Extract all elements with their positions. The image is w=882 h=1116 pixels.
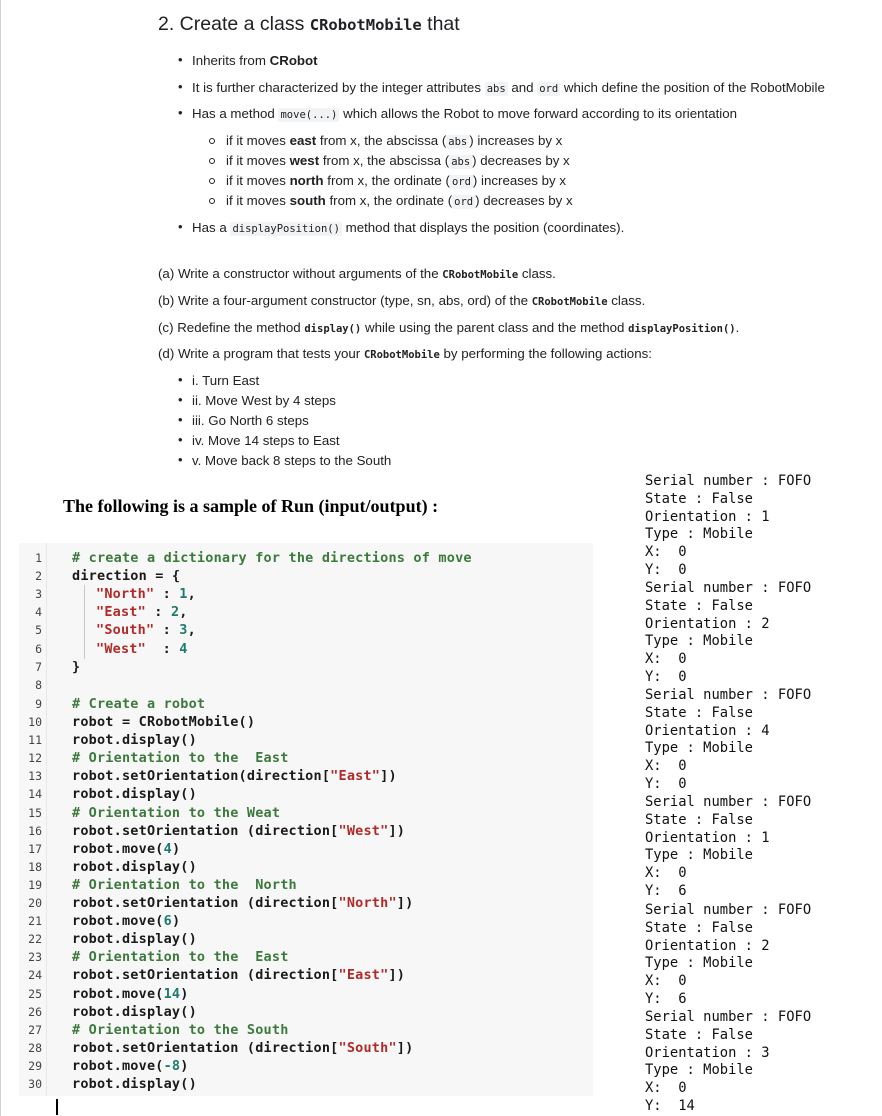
line-number: 14 [28, 787, 42, 801]
title-prefix: 2. Create a class [158, 13, 305, 35]
code-line [72, 1040, 413, 1056]
q-mid: while using the parent class and the method [364, 320, 625, 335]
code-text: ]) [388, 823, 406, 839]
line-number: 7 [35, 660, 42, 674]
dir-post: ) increases by x [472, 173, 567, 188]
code-text: robot.setOrientation (direction[ [72, 967, 339, 983]
number-literal: 3 [179, 622, 188, 638]
number-literal: 14 [163, 986, 181, 1002]
sub-bullet-north [226, 173, 566, 188]
dir-pre: if it moves [226, 193, 286, 208]
code-line [72, 986, 189, 1002]
code-text: robot.move( [72, 1058, 164, 1074]
action-item: • iv. Move 14 steps to East [192, 433, 340, 448]
code-line: direction = { [72, 568, 181, 584]
code-line: robot = CRobotMobile() [72, 714, 256, 730]
q-suffix: class. [521, 266, 556, 281]
line-number: 28 [28, 1041, 42, 1055]
move-text: Has a method [192, 106, 275, 121]
q-code: displayPosition() [628, 323, 736, 335]
question-a [158, 266, 556, 281]
line-number: 8 [35, 678, 42, 692]
action-item: • iii. Go North 6 steps [192, 413, 309, 428]
dir-post: ) increases by x [469, 133, 563, 148]
dir-mid: from x, the abscissa ( [322, 153, 450, 168]
code-line: # Create a robot [72, 696, 206, 712]
code-line [72, 895, 413, 911]
text-cursor [56, 1099, 58, 1115]
bullet-move [192, 106, 737, 121]
q-suffix: by performing the following actions: [443, 346, 652, 361]
line-number: 12 [28, 751, 42, 765]
output-block: Serial number : FOFO State : False Orientation : 3 Type : Mobile X: 0 Y: 14 [645, 1009, 812, 1114]
code-line: # Orientation to the East [72, 750, 289, 766]
line-number: 23 [28, 950, 42, 964]
output-block: Serial number : FOFO State : False Orientation : 2 Type : Mobile X: 0 Y: 6 [645, 902, 812, 1007]
line-number: 16 [28, 824, 42, 838]
sample-run-heading: The following is a sample of Run (input/output) : [63, 496, 439, 516]
string-literal: "West" [338, 823, 389, 839]
code-line [72, 967, 405, 983]
dir-pre: if it moves [226, 153, 286, 168]
title-class-name: CRobotMobile [309, 16, 422, 34]
code-line: # Orientation to the North [72, 877, 297, 893]
code-text: robot.setOrientation (direction[ [72, 1040, 339, 1056]
dir-word: north [289, 173, 324, 188]
number-literal: 2 [170, 604, 180, 620]
dir-code: abs [448, 136, 468, 148]
number-literal: 1 [179, 586, 188, 602]
question-b [158, 293, 645, 308]
action-item: • ii. Move West by 4 steps [192, 393, 336, 408]
line-number: 10 [28, 715, 42, 729]
code-text: ) [180, 1058, 189, 1074]
code-line: # Orientation to the East [72, 949, 289, 965]
code-line: "West" : 4 [96, 641, 188, 657]
move-code: move(...) [280, 109, 338, 121]
move-suffix: which allows the Robot to move forward according to its orientation [343, 106, 738, 121]
line-number: 29 [28, 1059, 42, 1073]
code-text: ]) [396, 1040, 414, 1056]
display-text: Has a [192, 220, 227, 235]
q-text: (c) Redefine the method [158, 320, 301, 335]
attr-suffix: which define the position of the RobotMobile [563, 80, 825, 95]
line-number: 26 [28, 1005, 42, 1019]
bullet-display-position [192, 220, 624, 235]
string-literal: "North" [96, 586, 155, 602]
line-number: 18 [28, 860, 42, 874]
code-text: robot.move( [72, 841, 164, 857]
dir-pre: if it moves [226, 173, 286, 188]
number-literal: 4 [179, 641, 188, 657]
dir-code: abs [451, 156, 471, 168]
dir-code: ord [451, 176, 471, 188]
action-item: • v. Move back 8 steps to the South [192, 453, 391, 468]
line-number: 6 [35, 642, 42, 656]
display-suffix: method that displays the position (coordinates). [345, 220, 625, 235]
page-left-border [0, 0, 1, 1116]
q-suffix: class. [611, 293, 646, 308]
line-number: 9 [35, 697, 42, 711]
title-suffix: that [427, 13, 460, 35]
number-literal: 6 [163, 913, 172, 929]
number-literal: 4 [163, 841, 172, 857]
output-block: Serial number : FOFO State : False Orientation : 1 Type : Mobile X: 0 Y: 0 [645, 473, 812, 578]
code-line [72, 1058, 189, 1074]
line-number: 30 [28, 1077, 42, 1091]
code-line: robot.display() [72, 1004, 197, 1020]
sub-bullet-east [226, 133, 562, 148]
dir-post: ) decreases by x [472, 153, 570, 168]
dir-word: west [289, 153, 320, 168]
code-text: ]) [396, 895, 414, 911]
line-number: 5 [35, 623, 42, 637]
q-text: (a) Write a constructor without arguments of the [158, 266, 439, 281]
dir-mid: from x, the ordinate ( [329, 193, 453, 208]
action-item: • i. Turn East [192, 373, 259, 388]
code-line: "North" : 1, [96, 586, 196, 602]
q-text: (b) Write a four-argument constructor (type, sn, abs, ord) of the [158, 293, 529, 308]
line-number: 22 [28, 932, 42, 946]
code-text: robot.move( [72, 913, 164, 929]
line-number: 1 [35, 551, 42, 565]
string-literal: "East" [330, 768, 381, 784]
code-line [72, 913, 180, 929]
dir-pre: if it moves [226, 133, 286, 148]
q-text: (d) Write a program that tests your [158, 346, 361, 361]
string-literal: "North" [338, 895, 397, 911]
sub-bullet-south [226, 193, 573, 208]
bullet-attributes [192, 80, 825, 95]
code-text: robot.setOrientation (direction[ [72, 895, 339, 911]
code-text: robot.setOrientation (direction[ [72, 823, 339, 839]
line-number: 19 [28, 878, 42, 892]
q-code: display() [304, 323, 362, 335]
code-line: robot.display() [72, 931, 197, 947]
line-number: 4 [35, 605, 42, 619]
output-block: Serial number : FOFO State : False Orientation : 4 Type : Mobile X: 0 Y: 0 [645, 687, 812, 792]
line-number: 17 [28, 842, 42, 856]
attr-ord-code: ord [539, 83, 559, 95]
code-text: robot.move( [72, 986, 164, 1002]
string-literal: "East" [338, 967, 389, 983]
output-block: Serial number : FOFO State : False Orientation : 2 Type : Mobile X: 0 Y: 0 [645, 580, 812, 685]
display-code: displayPosition() [232, 223, 340, 235]
line-number: 24 [28, 968, 42, 982]
code-text: robot.setOrientation(direction[ [72, 768, 331, 784]
q-code: CRobotMobile [531, 296, 608, 308]
dir-word: east [289, 133, 317, 148]
code-line: # Orientation to the South [72, 1022, 289, 1038]
line-number: 15 [28, 806, 42, 820]
dir-mid: from x, the abscissa ( [319, 133, 447, 148]
code-line: "South" : 3, [96, 622, 196, 638]
code-line [72, 768, 397, 784]
code-text: ) [180, 986, 189, 1002]
string-literal: "West" [96, 641, 146, 657]
sub-bullet-west [226, 153, 570, 168]
gutter-divider [46, 543, 47, 1096]
code-line [72, 823, 405, 839]
question-c [158, 320, 739, 335]
number-literal: -8 [163, 1058, 181, 1074]
code-text: ]) [388, 967, 406, 983]
bullet-inherits [192, 53, 318, 68]
code-text: ) [171, 913, 181, 929]
dir-mid: from x, the ordinate ( [327, 173, 450, 188]
inherits-class: CRobot [269, 53, 318, 68]
code-line: robot.display() [72, 786, 197, 802]
line-number: 2 [35, 569, 42, 583]
line-number: 25 [28, 987, 42, 1001]
dir-word: south [289, 193, 326, 208]
line-number: 11 [28, 733, 42, 747]
dir-post: ) decreases by x [475, 193, 573, 208]
attr-and: and [511, 80, 534, 95]
inherits-text: Inherits from [192, 53, 266, 68]
question-d [158, 346, 652, 361]
code-line: "East" : 2, [96, 604, 188, 620]
code-line: robot.display() [72, 859, 197, 875]
q-code: CRobotMobile [363, 349, 440, 361]
dir-code: ord [454, 196, 474, 208]
line-number: 20 [28, 896, 42, 910]
q-code: CRobotMobile [442, 269, 519, 281]
line-number: 27 [28, 1023, 42, 1037]
code-line: # Orientation to the Weat [72, 805, 281, 821]
output-block: Serial number : FOFO State : False Orientation : 1 Type : Mobile X: 0 Y: 6 [645, 794, 812, 899]
attr-abs-code: abs [486, 83, 506, 95]
string-literal: "South" [338, 1040, 397, 1056]
code-line [72, 841, 180, 857]
code-line: robot.display() [72, 732, 197, 748]
string-literal: "South" [96, 622, 155, 638]
code-line: robot.display() [72, 1076, 197, 1092]
code-text: ) [171, 841, 181, 857]
string-literal: "East" [96, 604, 146, 620]
attr-text: It is further characterized by the integer attributes [192, 80, 481, 95]
line-number: 21 [28, 914, 42, 928]
line-number: 13 [28, 769, 42, 783]
q-suffix: . [735, 320, 740, 335]
code-line: } [72, 659, 81, 675]
line-number: 3 [35, 587, 42, 601]
code-line: # create a dictionary for the directions of move [72, 550, 472, 566]
indent-guide [84, 585, 85, 659]
exercise-title [158, 13, 460, 36]
code-text: ]) [380, 768, 397, 784]
